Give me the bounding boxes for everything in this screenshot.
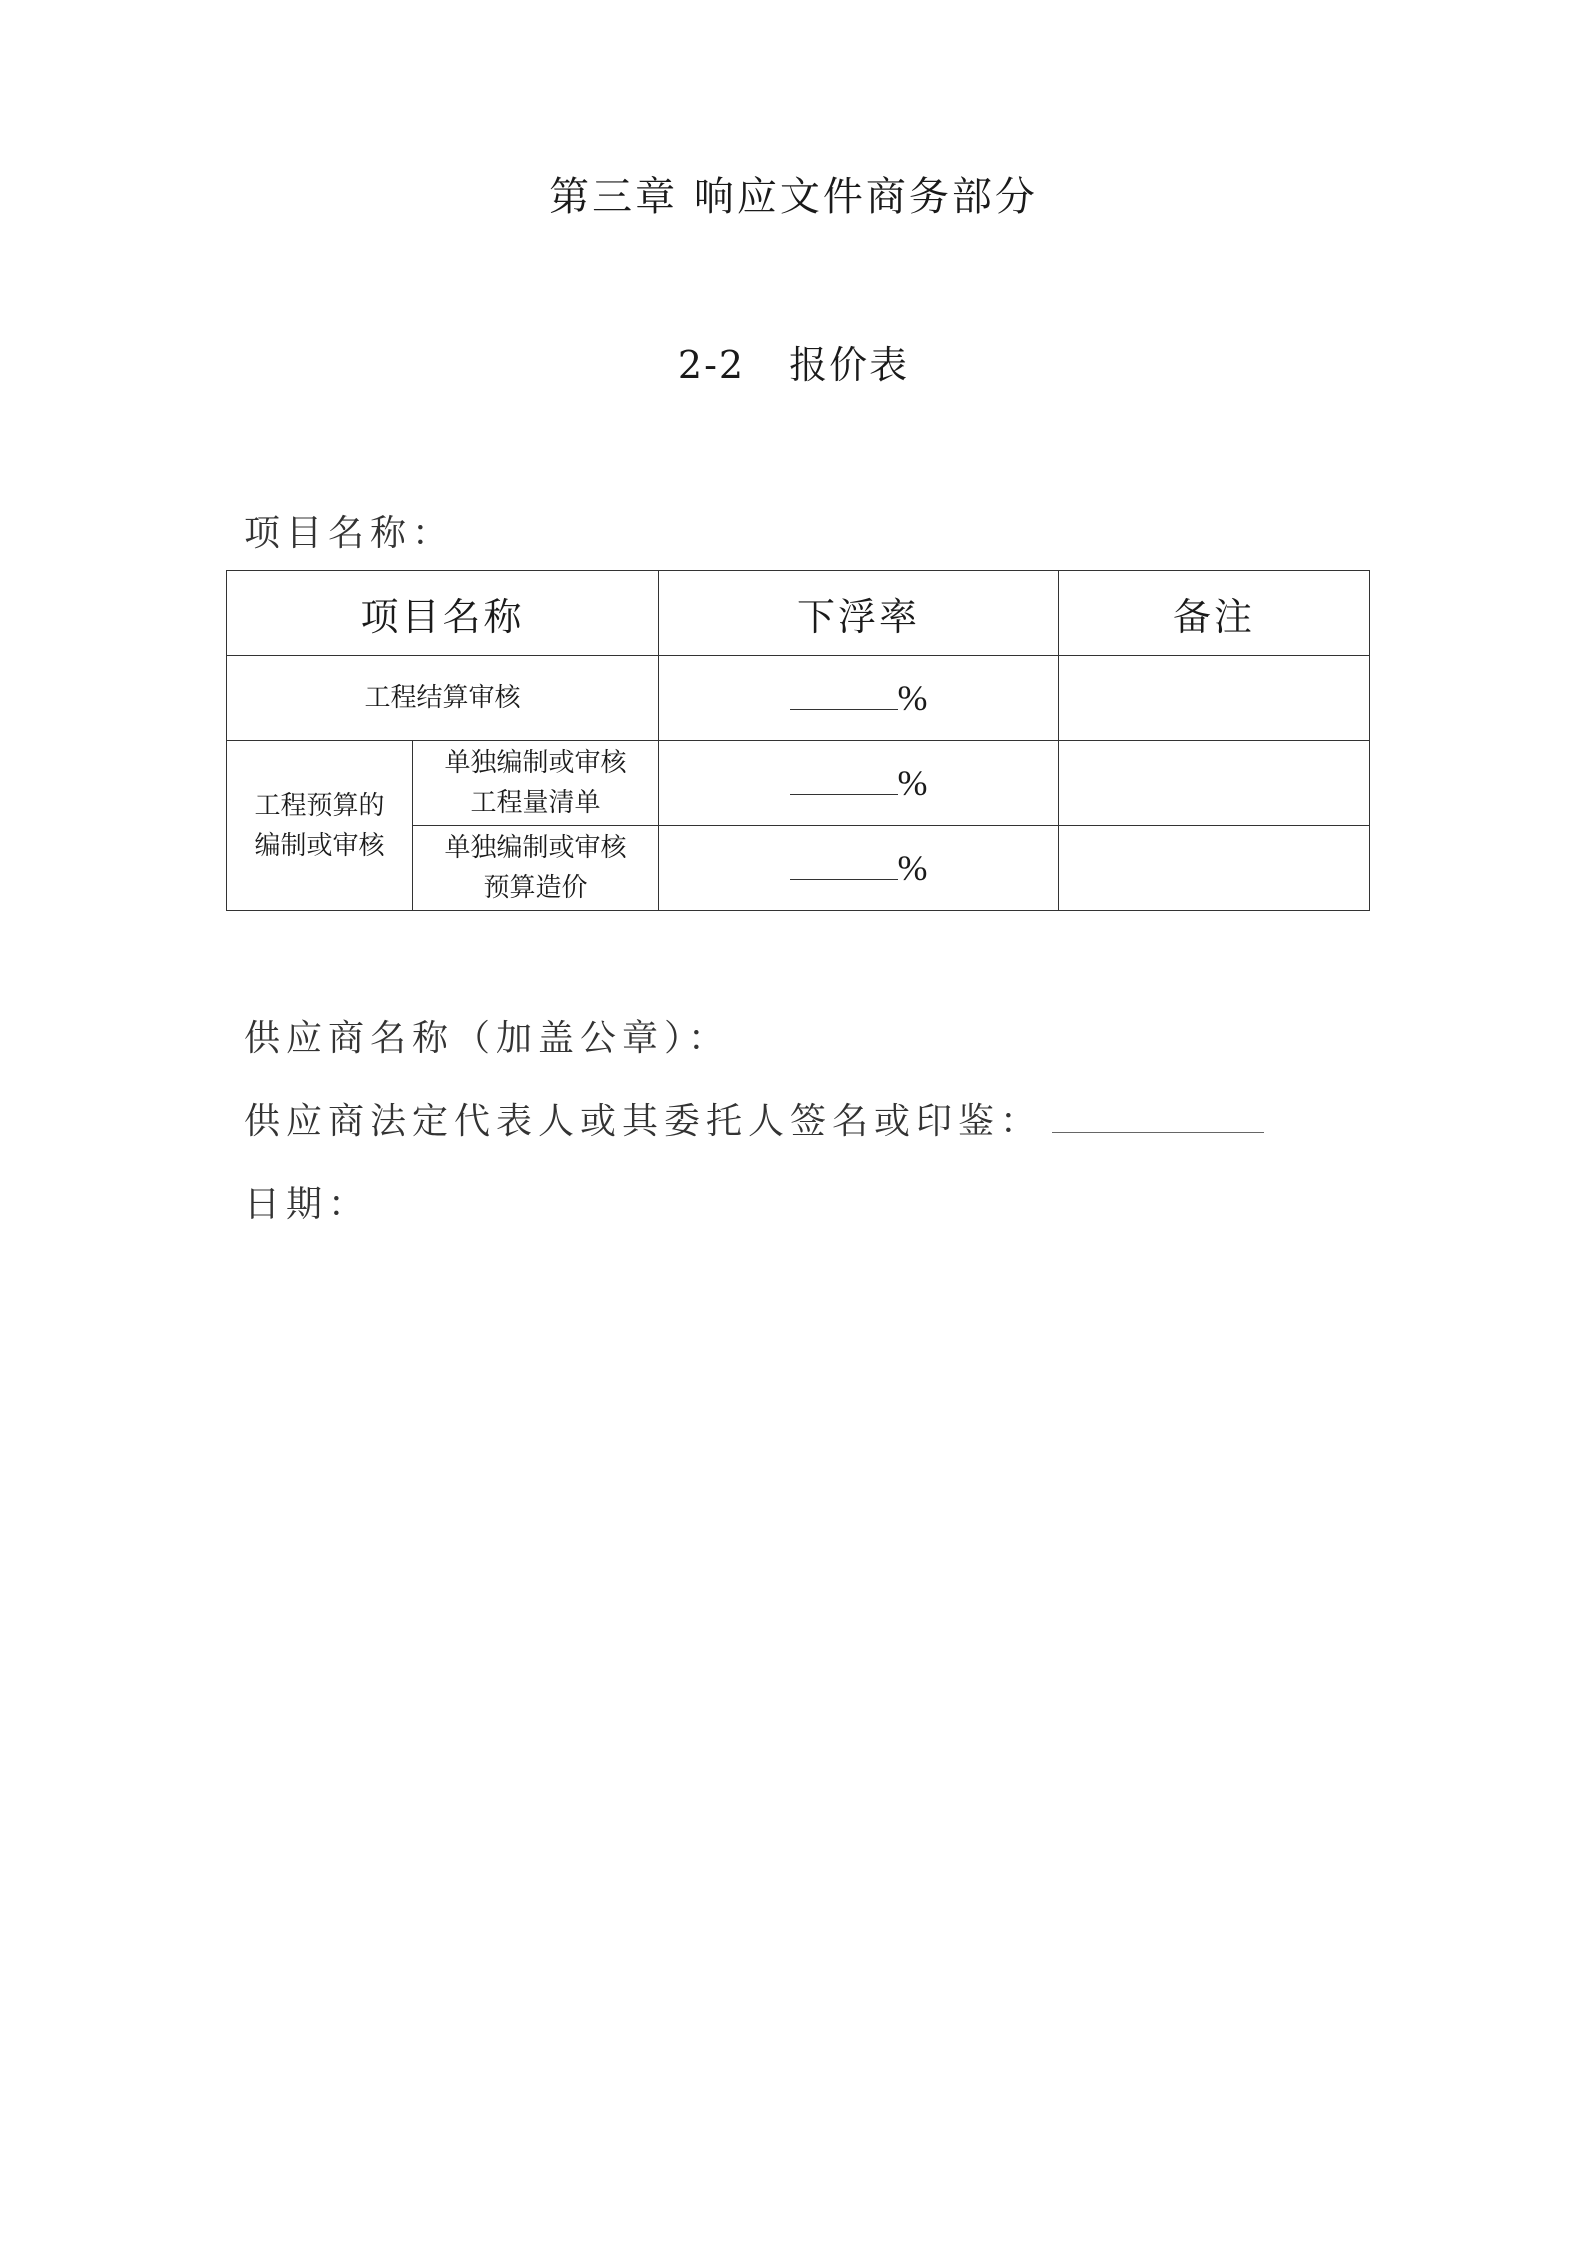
group-label-line: 编制或审核 — [254, 830, 385, 861]
item-quantity-list — [413, 741, 659, 826]
form-name: 报价表 — [789, 343, 910, 387]
form-title — [0, 334, 1587, 389]
rate-field[interactable] — [659, 656, 1059, 741]
form-number: 2-2 — [677, 343, 746, 387]
remark-cell[interactable] — [1059, 826, 1370, 911]
representative-signature-line — [244, 1093, 1264, 1144]
item-line: 工程量清单 — [470, 788, 601, 818]
group-label-line: 工程预算的 — [254, 790, 385, 821]
quote-table — [226, 570, 1370, 911]
date-label: 日期： — [244, 1184, 371, 1225]
signature-blank[interactable] — [1052, 1104, 1264, 1133]
table-header-row — [227, 571, 1370, 656]
rate-field[interactable] — [659, 741, 1059, 826]
chapter-title: 第三章 响应文件商务部分 — [549, 174, 1038, 220]
representative-signature-label: 供应商法定代表人或其委托人签名或印鉴： — [244, 1101, 1043, 1142]
rate-blank[interactable] — [790, 849, 898, 880]
rate-blank[interactable] — [790, 679, 898, 710]
rate-blank[interactable] — [790, 764, 898, 795]
header-discount-rate: 下浮率 — [659, 571, 1059, 656]
header-project-name: 项目名称 — [227, 571, 659, 656]
header-remark: 备注 — [1059, 571, 1370, 656]
percent-sign: % — [897, 847, 928, 888]
item-line: 单独编制或审核 — [444, 748, 627, 778]
table-row — [227, 741, 1370, 826]
rate-field[interactable] — [659, 826, 1059, 911]
percent-sign: % — [897, 762, 928, 803]
item-settlement-audit: 工程结算审核 — [227, 656, 659, 741]
table-row — [227, 656, 1370, 741]
remark-cell[interactable] — [1059, 656, 1370, 741]
item-budget-cost — [413, 826, 659, 911]
item-line: 单独编制或审核 — [444, 833, 627, 863]
remark-cell[interactable] — [1059, 741, 1370, 826]
supplier-name-label: 供应商名称（加盖公章）： — [244, 1018, 731, 1059]
project-name-label: 项目名称： — [244, 513, 455, 554]
item-line: 预算造价 — [483, 873, 588, 903]
percent-sign: % — [897, 677, 928, 718]
group-budget-label — [227, 741, 413, 911]
